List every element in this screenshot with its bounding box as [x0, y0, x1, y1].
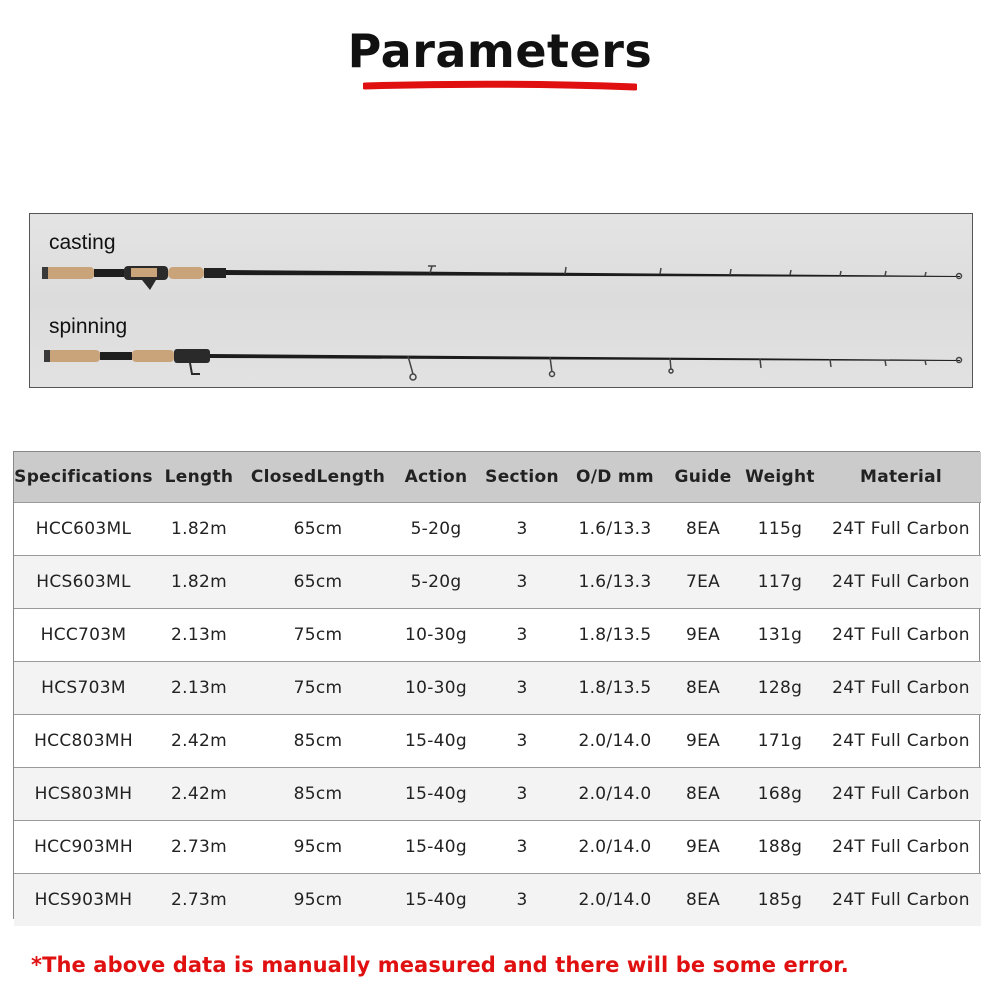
spec-cell: HCC803MH	[14, 715, 153, 768]
material-cell: 24T Full Carbon	[821, 715, 981, 768]
header-weight: Weight	[745, 467, 815, 487]
guide-cell: 8EA	[667, 503, 739, 556]
length-cell: 2.13m	[153, 662, 245, 715]
material-cell: 24T Full Carbon	[821, 503, 981, 556]
material-cell: 24T Full Carbon	[821, 609, 981, 662]
table-header-row	[14, 452, 981, 503]
weight-cell: 168g	[739, 768, 821, 821]
closed-length-cell: 95cm	[245, 821, 391, 874]
guide-cell: 9EA	[667, 609, 739, 662]
closed-length-cell: 75cm	[245, 609, 391, 662]
od-cell: 2.0/14.0	[563, 768, 667, 821]
table-row	[14, 609, 981, 662]
od-cell: 1.8/13.5	[563, 609, 667, 662]
spec-cell: HCC903MH	[14, 821, 153, 874]
length-cell: 1.82m	[153, 556, 245, 609]
closed-length-cell: 95cm	[245, 874, 391, 927]
rods-image-panel	[29, 213, 973, 388]
page-title: Parameters	[347, 24, 653, 78]
spec-cell: HCC603ML	[14, 503, 153, 556]
section-cell: 3	[481, 715, 563, 768]
guide-cell: 7EA	[667, 556, 739, 609]
guide-cell: 9EA	[667, 715, 739, 768]
material-cell: 24T Full Carbon	[821, 821, 981, 874]
spinning-label: spinning	[49, 315, 128, 338]
action-cell: 15-40g	[391, 715, 481, 768]
action-cell: 5-20g	[391, 556, 481, 609]
casting-rod-illustration	[30, 214, 972, 387]
action-cell: 15-40g	[391, 768, 481, 821]
casting-label: casting	[49, 231, 116, 254]
material-cell: 24T Full Carbon	[821, 662, 981, 715]
length-cell: 2.42m	[153, 715, 245, 768]
action-cell: 10-30g	[391, 609, 481, 662]
od-cell: 1.6/13.3	[563, 556, 667, 609]
header-section: Section	[485, 467, 559, 487]
length-cell: 2.13m	[153, 609, 245, 662]
spec-cell: HCC703M	[14, 609, 153, 662]
section-cell: 3	[481, 556, 563, 609]
header-specifications: Specifications	[14, 467, 153, 487]
material-cell: 24T Full Carbon	[821, 556, 981, 609]
closed-length-cell: 65cm	[245, 556, 391, 609]
header-action: Action	[404, 467, 468, 487]
action-cell: 15-40g	[391, 821, 481, 874]
section-cell: 3	[481, 662, 563, 715]
header-od-mm: O/D mm	[576, 467, 654, 487]
table-row	[14, 821, 981, 874]
closed-length-cell: 75cm	[245, 662, 391, 715]
material-cell: 24T Full Carbon	[821, 874, 981, 927]
od-cell: 2.0/14.0	[563, 874, 667, 927]
table-row	[14, 874, 981, 927]
guide-cell: 9EA	[667, 821, 739, 874]
table-row	[14, 662, 981, 715]
section-cell: 3	[481, 503, 563, 556]
section-cell: 3	[481, 768, 563, 821]
section-cell: 3	[481, 609, 563, 662]
action-cell: 5-20g	[391, 503, 481, 556]
length-cell: 2.73m	[153, 874, 245, 927]
table-row	[14, 556, 981, 609]
guide-cell: 8EA	[667, 768, 739, 821]
header-closed-length: ClosedLength	[250, 467, 386, 487]
guide-cell: 8EA	[667, 662, 739, 715]
weight-cell: 128g	[739, 662, 821, 715]
section-cell: 3	[481, 874, 563, 927]
specifications-table	[13, 451, 980, 919]
header-guide: Guide	[674, 467, 732, 487]
weight-cell: 117g	[739, 556, 821, 609]
closed-length-cell: 85cm	[245, 715, 391, 768]
action-cell: 10-30g	[391, 662, 481, 715]
od-cell: 1.6/13.3	[563, 503, 667, 556]
table-row	[14, 503, 981, 556]
action-cell: 15-40g	[391, 874, 481, 927]
section-cell: 3	[481, 821, 563, 874]
header-material: Material	[860, 467, 942, 487]
od-cell: 2.0/14.0	[563, 715, 667, 768]
closed-length-cell: 65cm	[245, 503, 391, 556]
weight-cell: 185g	[739, 874, 821, 927]
length-cell: 2.73m	[153, 821, 245, 874]
od-cell: 2.0/14.0	[563, 821, 667, 874]
guide-cell: 8EA	[667, 874, 739, 927]
closed-length-cell: 85cm	[245, 768, 391, 821]
weight-cell: 188g	[739, 821, 821, 874]
table-row	[14, 715, 981, 768]
weight-cell: 115g	[739, 503, 821, 556]
material-cell: 24T Full Carbon	[821, 768, 981, 821]
spec-cell: HCS803MH	[14, 768, 153, 821]
spec-cell: HCS703M	[14, 662, 153, 715]
spec-cell: HCS903MH	[14, 874, 153, 927]
title-underline	[363, 80, 637, 92]
length-cell: 1.82m	[153, 503, 245, 556]
weight-cell: 171g	[739, 715, 821, 768]
spec-cell: HCS603ML	[14, 556, 153, 609]
header-length: Length	[164, 467, 234, 487]
disclaimer-footnote: *The above data is manually measured and there will be some error.	[31, 953, 849, 977]
weight-cell: 131g	[739, 609, 821, 662]
length-cell: 2.42m	[153, 768, 245, 821]
od-cell: 1.8/13.5	[563, 662, 667, 715]
table-row	[14, 768, 981, 821]
